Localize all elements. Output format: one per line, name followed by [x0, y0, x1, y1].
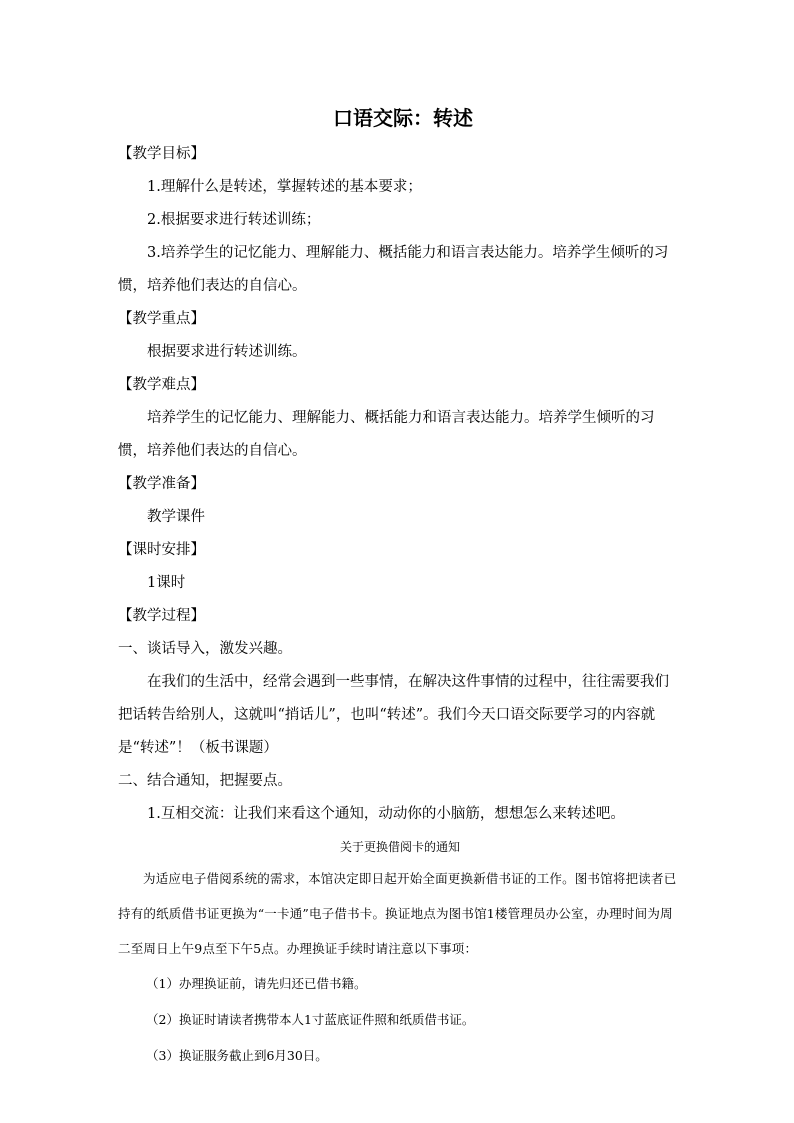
notice-body: 为适应电子借阅系统的需求，本馆决定即日起开始全面更换新借书证的工作。图书馆将把读者已持有的纸质借书证更换为“一卡通”电子借书卡。换证地点为图书馆1楼管理员办公室，办理时间为周二至周日上午9点至下午5点。办理换证手续时请注意以下事项：	[118, 871, 677, 956]
prep-text: 教学课件	[147, 509, 205, 525]
notice-item-1: （1）办理换证前，请先归还已借书籍。	[146, 976, 367, 991]
page-title: 口语交际：转述	[333, 106, 473, 130]
goals-heading: 【教学目标】	[118, 146, 205, 162]
key-heading: 【教学重点】	[118, 311, 205, 327]
difficulty-text: 培养学生的记忆能力、理解能力、概括能力和语言表达能力。培养学生倾听的习惯，培养他们表达的自信心。	[118, 410, 655, 459]
key-text: 根据要求进行转述训练。	[147, 344, 307, 360]
step2-text: 1.互相交流：让我们来看这个通知，动动你的小脑筋，想想怎么来转述吧。	[147, 806, 625, 822]
notice-block	[118, 837, 682, 1074]
goal-item-2: 2.根据要求进行转述训练；	[147, 212, 321, 228]
goal-item-3: 3.培养学生的记忆能力、理解能力、概括能力和语言表达能力。培养学生倾听的习惯，培养他们表达的自信心。	[118, 245, 669, 294]
schedule-text: 1课时	[147, 575, 186, 591]
step1-heading: 一、谈话导入，激发兴趣。	[118, 641, 292, 657]
schedule-heading: 【课时安排】	[118, 542, 205, 558]
difficulty-heading: 【教学难点】	[118, 377, 205, 393]
goal-item-1: 1.理解什么是转述，掌握转述的基本要求；	[147, 179, 422, 195]
notice-item-3: （3）换证服务截止到6月30日。	[146, 1048, 328, 1063]
notice-title: 关于更换借阅卡的通知	[339, 840, 460, 854]
notice-item-2: （2）换证时请读者携带本人1寸蓝底证件照和纸质借书证。	[146, 1012, 475, 1027]
prep-heading: 【教学准备】	[118, 476, 205, 492]
step1-text: 在我们的生活中，经常会遇到一些事情，在解决这件事情的过程中，往往需要我们把话转告给别人，这就叫“捎话儿”，也叫“转述”。我们今天口语交际要学习的内容就是“转述”！（板书课题）	[118, 674, 669, 756]
step2-heading: 二、结合通知，把握要点。	[118, 773, 292, 789]
process-heading: 【教学过程】	[118, 608, 205, 624]
